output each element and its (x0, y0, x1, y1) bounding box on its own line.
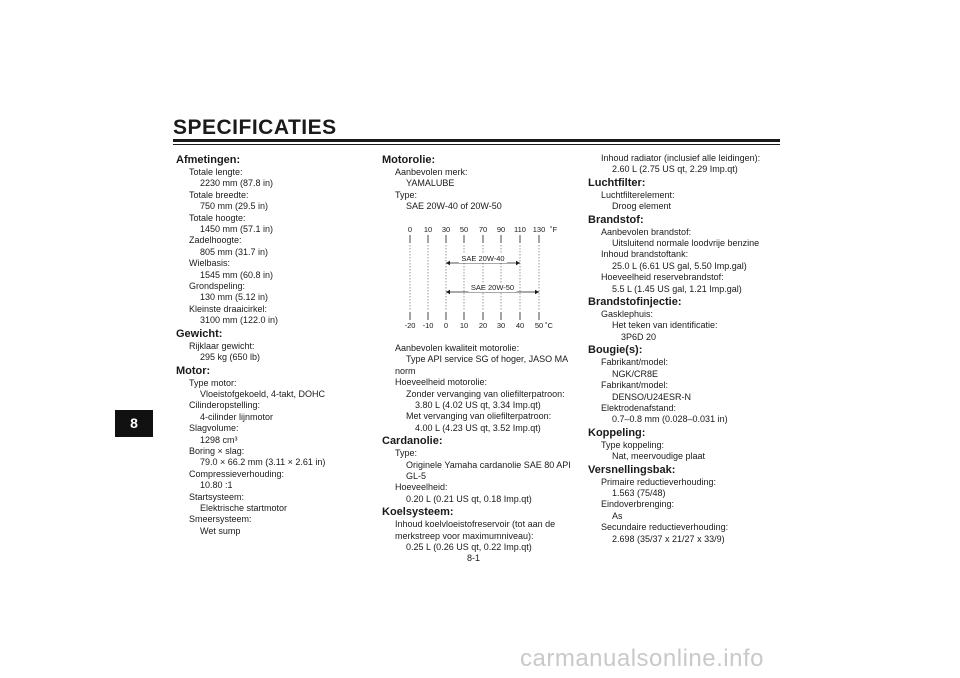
spec-line: Grondspeling: (189, 281, 246, 292)
spec-line: 2230 mm (87.8 in) (200, 178, 274, 189)
spec-line: Fabrikant/model: (601, 380, 669, 391)
column-1 (176, 153, 366, 537)
c-tick-label: 0 (443, 321, 449, 330)
spec-line: Type koppeling: (601, 439, 665, 450)
spec-line: Secundaire reductieverhouding: (601, 522, 729, 533)
arrow-right-icon (516, 261, 520, 265)
spec-line: Inhoud koelvloeistofreservoir (tot aan de (395, 519, 556, 530)
spec-line: Compressieverhouding: (189, 468, 285, 479)
spec-line: Hoeveelheid reservebrandstof: (601, 272, 724, 283)
watermark: carmanualsonline.info (520, 645, 764, 672)
spec-line: Uitsluitend normale loodvrije benzine (612, 238, 760, 249)
spec-line: Boring × slag: (189, 445, 245, 456)
f-tick-label: 50 (459, 225, 469, 234)
spec-line: 295 kg (650 lb) (200, 352, 261, 363)
spec-line: Rijklaar gewicht: (189, 340, 255, 351)
spec-line: Eindoverbrenging: (601, 499, 675, 510)
spec-line: 750 mm (29.5 in) (200, 201, 269, 212)
arrow-left-icon (446, 290, 450, 294)
spec-line: Met vervanging van oliefilterpatroon: (406, 411, 552, 422)
spec-line: 1545 mm (60.8 in) (200, 269, 274, 280)
spec-line: Zadelhoogte: (189, 235, 242, 246)
spec-line: 130 mm (5.12 in) (200, 292, 269, 303)
spec-line: Fabrikant/model: (601, 357, 669, 368)
section-heading: Afmetingen: (176, 154, 241, 166)
spec-line: DENSO/U24ESR-N (612, 391, 692, 402)
chapter-tab[interactable]: 8 (115, 410, 153, 437)
section-heading: Motor: (176, 364, 211, 377)
spec-line: 10.80 :1 (200, 480, 233, 491)
f-tick-label: 30 (441, 225, 451, 234)
spec-line: Inhoud radiator (inclusief alle leidingen): (601, 153, 761, 163)
f-tick-label: 110 (514, 225, 526, 234)
spec-line: Smeersysteem: (189, 514, 252, 525)
spec-line: Totale hoogte: (189, 212, 246, 223)
f-tick-label: 0 (407, 225, 413, 234)
section-heading: Koppeling: (588, 426, 646, 439)
spec-line: merkstreep voor maximumniveau): (395, 530, 534, 541)
spec-line: Type API service SG of hoger, JASO MA (406, 354, 569, 365)
spec-line: Droog element (612, 201, 672, 212)
spec-line: 4-cilinder lijnmotor (200, 411, 274, 422)
page-number: 8-1 (467, 553, 481, 563)
section-heading: Bougie(s): (588, 344, 643, 357)
spec-line: Vloeistofgekoeld, 4-takt, DOHC (200, 388, 326, 399)
spec-line: Originele Yamaha cardanolie SAE 80 API (406, 459, 571, 470)
section-heading: Luchtfilter: (588, 176, 646, 189)
spec-line: 805 mm (31.7 in) (200, 246, 269, 257)
section-heading: Versnellingsbak: (588, 463, 676, 476)
c-unit-label: ˚C (545, 321, 553, 330)
title-rule-thick (173, 139, 780, 142)
spec-line: 3.80 L (4.02 US qt, 3.34 Imp.qt) (415, 400, 541, 411)
f-tick-label: 70 (478, 225, 488, 234)
spec-line: 0.7–0.8 mm (0.028–0.031 in) (612, 414, 728, 425)
chart-series (446, 254, 539, 294)
c-tick-label: 20 (478, 321, 488, 330)
spec-line: Aanbevolen kwaliteit motorolie: (395, 343, 520, 353)
spec-line: 5.5 L (1.45 US gal, 1.21 Imp.gal) (612, 283, 742, 294)
spec-line: 2.698 (35/37 x 21/27 x 33/9) (612, 533, 725, 544)
spec-line: NGK/CR8E (612, 368, 659, 379)
f-tick-label: 10 (423, 225, 433, 234)
spec-line: SAE 20W-40 of 20W-50 (406, 201, 502, 212)
oil-viscosity-chart (388, 222, 573, 340)
section-heading: Brandstof: (588, 213, 644, 226)
spec-line: Wielbasis: (189, 258, 231, 269)
spec-line: GL-5 (406, 471, 427, 482)
spec-line: 0.20 L (0.21 US qt, 0.18 Imp.qt) (406, 493, 532, 504)
spec-line: 3P6D 20 (621, 331, 657, 342)
f-tick-label: 90 (496, 225, 506, 234)
spec-line: Type motor: (189, 377, 237, 388)
spec-line: Luchtfilterelement: (601, 189, 675, 200)
section-heading: Gewicht: (176, 327, 223, 340)
spec-line: Cilinderopstelling: (189, 400, 261, 411)
f-unit-label: ˚F (550, 225, 558, 234)
c-tick-label: -20 (404, 321, 416, 330)
section-heading: Koelsysteem: (382, 506, 454, 519)
spec-line: Hoeveelheid motorolie: (395, 377, 488, 388)
spec-line: Hoeveelheid: (395, 482, 448, 493)
c-tick-label: -10 (422, 321, 434, 330)
spec-line: Zonder vervanging van oliefilterpatroon: (406, 388, 565, 399)
spec-line: 0.25 L (0.26 US qt, 0.22 Imp.qt) (406, 542, 532, 553)
spec-line: Aanbevolen merk: (395, 167, 468, 177)
column-3 (588, 153, 783, 545)
spec-line: 1298 cm³ (200, 434, 238, 445)
title-rule-thin (173, 144, 780, 145)
column-2-bottom (382, 343, 582, 554)
section-heading: Cardanolie: (382, 435, 443, 448)
spec-line: As (612, 510, 623, 521)
section-heading: Motorolie: (382, 154, 436, 166)
spec-line: 3100 mm (122.0 in) (200, 315, 279, 326)
spec-line: Totale lengte: (189, 167, 243, 177)
column-2-top (382, 153, 577, 213)
series-label: SAE 20W-40 (461, 254, 505, 263)
series-label: SAE 20W-50 (470, 283, 515, 292)
c-tick-label: 40 (515, 321, 525, 330)
spec-line: 79.0 × 66.2 mm (3.11 × 2.61 in) (200, 457, 326, 468)
spec-line: Elektrische startmotor (200, 502, 288, 513)
arrow-right-icon (535, 290, 539, 294)
spec-line: Type: (395, 448, 418, 459)
spec-line: 4.00 L (4.23 US qt, 3.52 Imp.qt) (415, 422, 541, 433)
spec-line: Inhoud brandstoftank: (601, 249, 689, 260)
fahrenheit-tick-labels (408, 225, 558, 234)
section-heading: Brandstofinjectie: (588, 296, 682, 309)
c-tick-label: 10 (459, 321, 469, 330)
spec-line: Nat, meervoudige plaat (612, 451, 706, 462)
spec-line: Slagvolume: (189, 423, 239, 434)
page-title: SPECIFICATIES (173, 116, 337, 139)
c-tick-label: 30 (496, 321, 506, 330)
f-tick-label: 130 (532, 225, 546, 234)
chart-grid (410, 235, 539, 320)
spec-line: norm (395, 365, 416, 376)
arrow-left-icon (446, 261, 450, 265)
spec-line: Aanbevolen brandstof: (601, 226, 692, 237)
spec-line: Type: (395, 189, 418, 200)
spec-line: 1.563 (75/48) (612, 487, 666, 498)
spec-line: Gasklephuis: (601, 309, 654, 320)
spec-line: Kleinste draaicirkel: (189, 303, 268, 314)
c-tick-label: 50 (534, 321, 544, 330)
series-range (446, 283, 539, 294)
spec-line: Wet sump (200, 525, 241, 536)
spec-line: 2.60 L (2.75 US qt, 2.29 Imp.qt) (612, 164, 738, 175)
spec-line: YAMALUBE (406, 178, 455, 189)
spec-line: Primaire reductieverhouding: (601, 476, 717, 487)
spec-line: Elektrodenafstand: (601, 402, 677, 413)
spec-line: Het teken van identificatie: (612, 320, 718, 331)
spec-line: Startsysteem: (189, 491, 245, 502)
spec-line: Totale breedte: (189, 189, 249, 200)
spec-line: 25.0 L (6.61 US gal, 5.50 Imp.gal) (612, 260, 747, 271)
spec-line: 1450 mm (57.1 in) (200, 224, 274, 235)
celsius-tick-labels (405, 321, 554, 330)
